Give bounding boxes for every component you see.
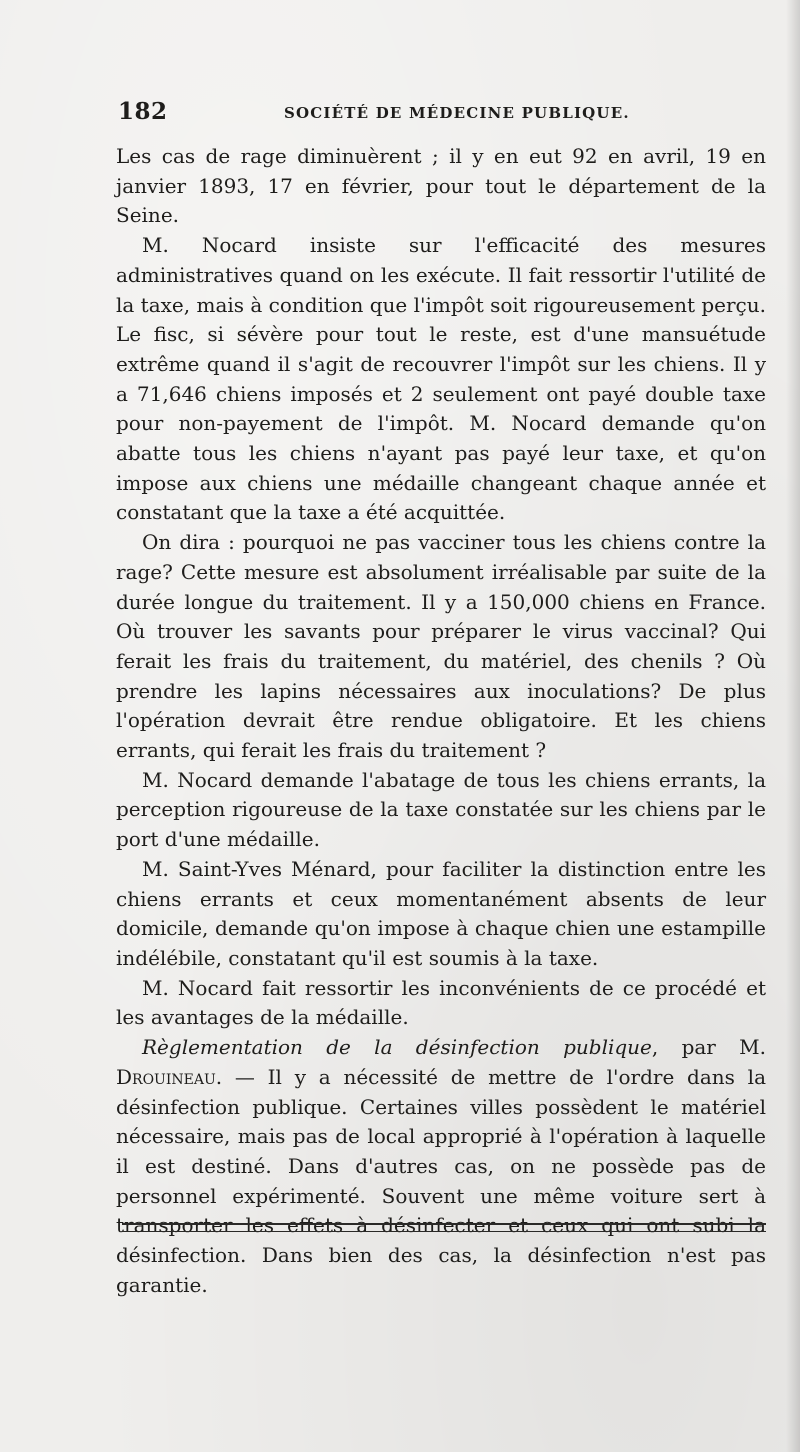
page-spine-shadow xyxy=(786,0,800,1452)
section-author: Drouineau xyxy=(116,1064,216,1089)
page-header xyxy=(118,98,764,132)
section-title: Règlementation de la désinfection publique xyxy=(142,1035,652,1060)
end-rule-bottom xyxy=(122,1231,766,1232)
paragraph: M. Nocard insiste sur l'efficacité des mesures administratives quand on les exécute. Il fait ressortir l'utilité de la taxe, mais à condition que l'impôt soit rigoureusement perçu. Le fisc, si sévère pour tout le reste, est d'une mansuétude extrême quand il s'agit de recouvrer l'impôt sur les chiens. Il y a 71,646 chiens imposés et 2 seulement ont payé double taxe pour non-payement de l'impôt. M. Nocard demande qu'on abatte tous les chiens n'ayant pas payé leur taxe, et qu'on impose aux chiens une médaille changeant chaque année et constatant que la taxe a été acquittée. xyxy=(116,233,766,525)
paragraph: M. Saint-Yves Ménard, pour faciliter la distinction entre les chiens errants et ceux momentanément absents de leur domicile, demande qu'on impose à chaque chien une estampille indélébile, constatant qu'il est soumis à la taxe. xyxy=(116,856,766,970)
section-paragraph xyxy=(116,1033,766,1300)
paragraph: On dira : pourquoi ne pas vacciner tous les chiens contre la rage? Cette mesure est absolument irréalisable par suite de la durée longue du traitement. Il y a 150,000 chiens en France. Où trouver les savants pour préparer le virus vaccinal? Qui ferait les frais du traitement, du matériel, des chenils ? Où prendre les lapins nécessaires aux inoculations? De plus l'opération devrait être rendue obligatoire. Et les chiens errants, qui ferait les frais du traitement ? xyxy=(116,530,766,763)
section-by-prefix: , par M. xyxy=(651,1035,767,1060)
paragraph: Les cas de rage diminuèrent ; il y en eut 92 en avril, 19 en janvier 1893, 17 en février, pour tout le département de la Seine. xyxy=(116,144,766,228)
end-rule-top xyxy=(122,1223,766,1225)
paragraph: M. Nocard fait ressortir les inconvénients de ce procédé et les avantages de la médaille. xyxy=(116,975,766,1030)
running-head: SOCIÉTÉ DE MÉDECINE PUBLIQUE. xyxy=(284,104,630,122)
section-text: Il y a nécessité de mettre de l'ordre dans la désinfection publique. Certaines villes possèdent le matériel nécessaire, mais pas de local approprié à l'opération à laquelle il est destiné. Dans d'autres cas, on ne possède pas de personnel expérimenté. Souvent une même voiture sert à transporter les effets à désinfecter et ceux qui ont subi la désinfection. Dans bien des cas, la désinfection n'est pas garantie. xyxy=(116,1064,766,1297)
page-number: 182 xyxy=(118,98,168,125)
section-dash: . — xyxy=(215,1064,255,1089)
body-text xyxy=(116,142,766,1300)
paragraph: M. Nocard demande l'abatage de tous les chiens errants, la perception rigoureuse de la taxe constatée sur les chiens par le port d'une médaille. xyxy=(116,767,766,852)
